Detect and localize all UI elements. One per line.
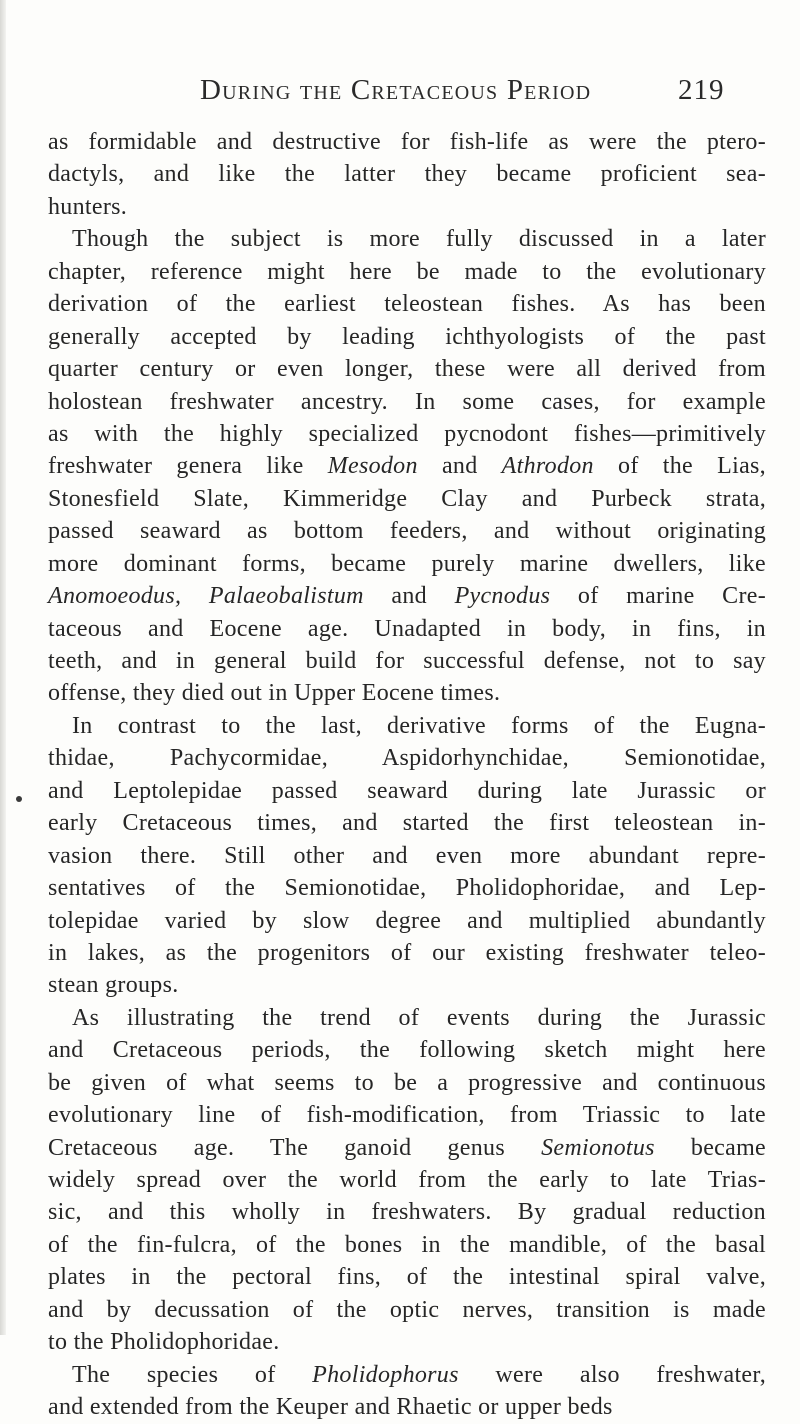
- text-line: [48, 905, 766, 937]
- text-run: more dominant forms, became purely marine dwellers, like: [48, 550, 766, 577]
- text-line: [48, 742, 766, 774]
- text-run: As illustrating the trend of events during the Jurassic: [72, 1004, 766, 1031]
- text-run: quarter century or even longer, these were all derived from: [48, 356, 766, 383]
- text-run: freshwater genera like: [48, 453, 328, 480]
- text-run: and Cretaceous periods, the following sketch might here: [48, 1037, 766, 1064]
- text-run: early Cretaceous times, and started the first teleostean in-: [48, 810, 766, 837]
- text-run: and by decussation of the optic nerves, transition is made: [48, 1296, 766, 1323]
- text-run: In contrast to the last, derivative forms of the Eugna-: [72, 712, 766, 739]
- text-line: [48, 1294, 766, 1326]
- italic-genus-name: Pholidophorus: [312, 1361, 459, 1388]
- margin-dot: [16, 796, 22, 802]
- running-head: During the Cretaceous Period: [200, 74, 592, 106]
- text-line: [48, 872, 766, 904]
- text-run: derivation of the earliest teleostean fishes. As has been: [48, 291, 766, 318]
- text-line: [48, 126, 766, 158]
- text-run: be given of what seems to be a progressive and continuous: [48, 1069, 766, 1096]
- text-line: [48, 515, 766, 547]
- text-run: plates in the pectoral fins, of the intestinal spiral valve,: [48, 1264, 766, 1291]
- text-line: [48, 353, 766, 385]
- text-line: [48, 840, 766, 872]
- text-line: [48, 256, 766, 288]
- text-run: vasion there. Still other and even more abundant repre-: [48, 842, 766, 869]
- text-line: [48, 1002, 766, 1034]
- text-line: [48, 1099, 766, 1131]
- text-run: stean groups.: [48, 972, 179, 999]
- text-run: taceous and Eocene age. Unadapted in body, in fins, in: [48, 615, 766, 642]
- text-line: [48, 937, 766, 969]
- text-line: [48, 1359, 766, 1391]
- text-run: Though the subject is more fully discussed in a later: [72, 226, 766, 253]
- page-gutter-shadow: [0, 0, 6, 1335]
- text-run: were also freshwater,: [458, 1361, 767, 1388]
- text-run: of the Lias,: [593, 453, 766, 480]
- text-run: offense, they died out in Upper Eocene times.: [48, 680, 501, 707]
- text-run: of marine Cre-: [550, 583, 766, 610]
- text-run: to the Pholidophoridae.: [48, 1329, 280, 1356]
- italic-genus-name: Semionotus: [541, 1134, 655, 1161]
- text-line: [48, 418, 766, 450]
- text-run: as formidable and destructive for fish-life as were the ptero-: [48, 129, 766, 155]
- text-run: The species of: [72, 1361, 313, 1388]
- text-run: holostean freshwater ancestry. In some cases, for example: [48, 388, 766, 415]
- text-line: [48, 288, 766, 320]
- text-run: as with the highly specialized pycnodont fishes—primitively: [48, 420, 766, 447]
- text-run: dactyls, and like the latter they became proficient sea-: [48, 161, 766, 188]
- text-line: [48, 158, 766, 190]
- text-run: sentatives of the Semionotidae, Pholidophoridae, and Lep-: [48, 875, 766, 902]
- text-line: [48, 710, 766, 742]
- italic-genus-name: Mesodon: [327, 453, 418, 480]
- text-line: [48, 1261, 766, 1293]
- text-line: [48, 1391, 766, 1423]
- text-run: tolepidae varied by slow degree and multiplied abundantly: [48, 907, 766, 934]
- text-run: and extended from the Keuper and Rhaetic or upper beds: [48, 1394, 613, 1421]
- text-run: became: [654, 1134, 766, 1161]
- text-line: [48, 807, 766, 839]
- text-line: [48, 386, 766, 418]
- text-line: [48, 223, 766, 255]
- page-number: 219: [678, 74, 725, 106]
- text-run: Cretaceous age. The ganoid genus: [48, 1134, 542, 1161]
- text-run: Stonesfield Slate, Kimmeridge Clay and Purbeck strata,: [48, 485, 766, 512]
- text-line: [48, 1132, 766, 1164]
- text-run: widely spread over the world from the early to late Trias-: [48, 1167, 766, 1193]
- text-run: of the fin-fulcra, of the bones in the mandible, of the basal: [48, 1231, 766, 1258]
- text-run: hunters.: [48, 193, 128, 220]
- text-line: [48, 1229, 766, 1261]
- text-run: generally accepted by leading ichthyologists of the past: [48, 323, 766, 350]
- text-run: sic, and this wholly in freshwaters. By gradual reduction: [48, 1199, 766, 1226]
- text-run: and: [417, 453, 502, 480]
- text-run: passed seaward as bottom feeders, and without originating: [48, 518, 766, 545]
- text-line: [48, 1034, 766, 1066]
- text-line: [48, 450, 766, 482]
- text-run: and: [363, 583, 455, 610]
- text-line: [48, 645, 766, 677]
- text-run: evolutionary line of fish-modification, from Triassic to late: [48, 1102, 766, 1129]
- text-run: and Leptolepidae passed seaward during late Jurassic or: [48, 777, 766, 804]
- text-line: [48, 191, 766, 223]
- text-run: teeth, and in general build for successful defense, not to say: [48, 648, 766, 674]
- text-line: [48, 1196, 766, 1228]
- text-line: [48, 321, 766, 353]
- italic-genus-name: Anomoeodus, Palaeobalistum: [48, 583, 364, 610]
- text-line: [48, 548, 766, 580]
- text-line: [48, 1326, 766, 1358]
- italic-genus-name: Athrodon: [501, 453, 594, 480]
- text-line: [48, 969, 766, 1001]
- text-line: [48, 1067, 766, 1099]
- text-line: [48, 483, 766, 515]
- text-line: [48, 677, 766, 709]
- text-line: [48, 580, 766, 612]
- text-line: [48, 613, 766, 645]
- body-text: [48, 126, 766, 1424]
- text-line: [48, 775, 766, 807]
- text-run: in lakes, as the progenitors of our existing freshwater teleo-: [48, 939, 766, 966]
- text-run: chapter, reference might here be made to the evolutionary: [48, 258, 766, 285]
- text-line: [48, 1164, 766, 1196]
- italic-genus-name: Pycnodus: [454, 583, 551, 610]
- page-header: [0, 74, 800, 108]
- text-run: thidae, Pachycormidae, Aspidorhynchidae, Semionotidae,: [48, 745, 766, 772]
